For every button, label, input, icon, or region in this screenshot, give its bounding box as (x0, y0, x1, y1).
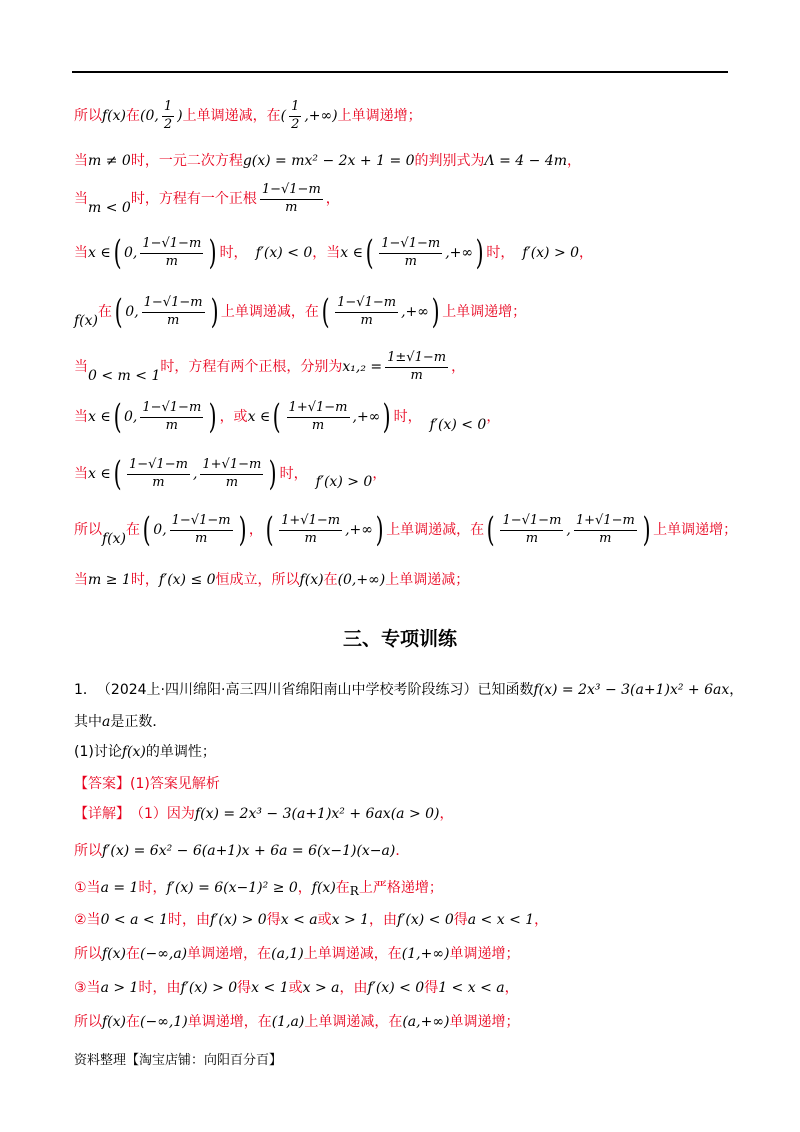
text: 得 (237, 980, 252, 996)
math: f′(x) ≤ 0 (158, 572, 216, 588)
math: a = 1 (100, 879, 139, 896)
left-paren: ( (114, 292, 123, 333)
text: 单调递增； (449, 1014, 520, 1030)
text: ，或 (219, 408, 248, 425)
text: 当 (74, 244, 88, 261)
text: 单调递增，在 (187, 1014, 272, 1030)
text: ， (534, 912, 549, 928)
text: 时， (138, 879, 167, 896)
math: f(x) (102, 946, 127, 962)
denominator: m (225, 474, 239, 490)
right-paren: ) (375, 510, 384, 551)
text: 或 (317, 912, 332, 928)
text: ， (248, 522, 263, 538)
math: (1,+∞) (401, 946, 450, 962)
text: 单调递增，在 (187, 946, 272, 962)
text: 所以 (74, 843, 102, 859)
numerator: 1 (162, 100, 174, 117)
text: 时， (219, 244, 248, 261)
math: x > a (302, 980, 340, 996)
text: 在 (98, 304, 113, 320)
fraction (289, 100, 301, 133)
question-1 (74, 744, 740, 761)
footer-source: 资料整理【淘宝店铺：向阳百分百】 (74, 1053, 283, 1068)
detail-line-2 (74, 843, 740, 860)
fraction (142, 296, 205, 329)
case-2-result (74, 946, 740, 963)
math: 0 < a < 1 (100, 912, 168, 928)
math: f(x) (102, 108, 127, 125)
text: 单调递增； (449, 946, 520, 962)
math: x ∈ (340, 244, 363, 261)
text: 当 (74, 359, 88, 375)
math: x < 1 (251, 980, 289, 996)
fraction (260, 183, 323, 216)
math: (a,1) (271, 946, 304, 962)
math: f(x) (102, 531, 127, 547)
text: 时， (130, 572, 159, 588)
denominator: m (525, 530, 539, 546)
fraction (162, 100, 174, 133)
text: 当 (74, 191, 88, 207)
numerator: 1−√1−m (335, 296, 398, 313)
numerator: 1−√1−m (142, 296, 205, 313)
numerator: 1−√1−m (127, 458, 190, 475)
denominator: m (166, 312, 180, 328)
fraction (140, 401, 203, 434)
denominator: m (404, 253, 417, 269)
math: f(x) (121, 744, 146, 760)
text: 上单调递增； (653, 522, 738, 538)
text: 时，方程有一个正根 (130, 191, 257, 207)
fraction (200, 458, 263, 491)
denominator: 2 (291, 116, 300, 132)
left-paren: ( (142, 510, 151, 551)
problem-source: （2024上·四川绵阳·高三四川省绵阳南山中学校考阶段练习）已知函数 (96, 682, 534, 698)
solution-line-3 (74, 182, 740, 217)
solution-line-5: f(x) 在 ( 0, $\frac{1-√1-m}{m}$ ) 上单调递减，在 ( $\frac{1-√1-m}{m}$ ,+∞ ) 上单调递增； (74, 292, 527, 333)
fraction (140, 237, 203, 270)
right-paren: ) (210, 292, 219, 333)
solution-line-6 (74, 350, 740, 385)
math: , (566, 522, 571, 538)
math: m ≠ 0 (88, 153, 131, 169)
text: 的判别式为 (414, 153, 485, 169)
denominator: m (410, 367, 423, 383)
text: 时， (486, 244, 515, 261)
math: ) (177, 108, 183, 125)
text: 的单调性； (145, 744, 216, 760)
math: x ∈ (247, 408, 271, 425)
text: (1)讨论 (74, 744, 122, 760)
problem-number: 1． (74, 682, 97, 698)
math: , (192, 465, 198, 482)
math: a (102, 714, 111, 730)
text: 所以 (74, 1014, 102, 1030)
text: 当 (74, 572, 88, 588)
math: m < 0 (88, 200, 131, 216)
math: (a,+∞) (402, 1014, 450, 1030)
text: ①当 (74, 879, 101, 896)
fraction (170, 514, 233, 547)
math: R (349, 884, 359, 898)
math: f(x) = 2x³ − 3(a+1)x² + 6ax (533, 682, 730, 698)
left-paren: ( (265, 510, 274, 551)
math: f′(x) < 0 (255, 244, 313, 261)
right-paren: ) (382, 397, 391, 437)
denominator: m (360, 312, 373, 328)
text: 在 (126, 522, 141, 538)
answer-line (74, 776, 740, 793)
text: 在 (126, 1014, 141, 1030)
problem-line-1 (74, 682, 744, 699)
text: 上单调递增； (442, 304, 527, 320)
fraction (287, 401, 350, 434)
math: ,+∞) (304, 108, 338, 125)
text: ， (372, 465, 387, 482)
denominator: m (304, 530, 317, 546)
numerator: 1 (289, 100, 301, 117)
text: 得 (453, 912, 468, 928)
math: x < a (280, 912, 318, 928)
case-3 (74, 980, 740, 997)
math: f′(x) > 0 (522, 244, 580, 261)
math: f(x) (311, 879, 336, 896)
right-paren: ) (238, 510, 247, 551)
text: 上单调递减，在 (304, 1014, 403, 1030)
solution-line-4: 当 x ∈ ( 0, $\frac{1-√1-m}{m}$ ) 时， f′(x) < 0 ，当 x ∈ ( $\frac{1-√1-m}{m}$ ,+∞ ) 时， f′(x) > 0 ， (74, 233, 594, 273)
math: f(x) = 2x³ − 3(a+1)x² + 6ax(a > 0) (194, 806, 440, 822)
text: 得 (266, 912, 281, 928)
fraction (385, 351, 448, 384)
left-paren: ( (365, 233, 374, 273)
text: 得 (424, 980, 439, 996)
left-paren: ( (113, 454, 122, 494)
math: f′(x) < 0 (397, 912, 454, 928)
text: 在 (126, 108, 141, 125)
text: ， (439, 806, 454, 822)
math: f(x) (74, 313, 99, 329)
math: f′(x) = 6x² − 6(a+1)x + 6a = 6(x−1)(x−a) (102, 843, 396, 859)
math: x > 1 (331, 912, 370, 928)
fraction (574, 514, 637, 547)
math: f′(x) > 0 (210, 912, 267, 928)
math: (−∞,1) (140, 1014, 188, 1030)
text: 上单调递减，在 (303, 946, 402, 962)
section-heading: 三、专项训练 (342, 628, 457, 650)
text: 在 (126, 946, 141, 962)
math: f′(x) < 0 (429, 416, 487, 433)
solution-line-1 (74, 100, 740, 133)
text: 上单调递减，在 (386, 522, 485, 538)
denominator: m (599, 530, 612, 546)
math: f(x) (102, 1014, 127, 1030)
text: 在 (323, 572, 338, 588)
numerator: 1±√1−m (385, 351, 448, 368)
text: 时， (393, 408, 422, 425)
math: f(x) (299, 572, 324, 588)
text: 时，由 (168, 912, 210, 928)
math: ( (280, 108, 287, 125)
denominator: m (194, 530, 208, 546)
text: ． (395, 843, 410, 859)
text: 所以 (74, 946, 102, 962)
fraction (127, 458, 190, 491)
left-paren: ( (113, 397, 122, 437)
text: 时，由 (138, 980, 181, 996)
detail-label: 【详解】 (74, 806, 130, 822)
right-paren: ) (475, 233, 484, 273)
solution-line-2 (74, 153, 740, 170)
text: （1）因为 (130, 806, 195, 822)
text: ， (451, 359, 466, 375)
numerator: 1−√1−m (500, 514, 563, 531)
text: 上单调递增； (337, 108, 422, 125)
text: 在 (335, 879, 350, 896)
numerator: 1−√1−m (170, 514, 233, 531)
denominator: m (165, 417, 178, 433)
numerator: 1−√1−m (140, 237, 203, 254)
text: 恒成立，所以 (215, 572, 300, 588)
text: 当 (74, 153, 88, 169)
right-paren: ) (642, 510, 651, 551)
text: ②当 (74, 912, 101, 928)
denominator: m (165, 253, 178, 269)
text: ，由 (339, 980, 368, 996)
left-paren: ( (272, 397, 281, 437)
numerator: 1−√1−m (260, 183, 323, 200)
numerator: 1+√1−m (200, 458, 263, 475)
text: 或 (288, 980, 303, 996)
text: ， (729, 682, 744, 698)
text: 时，方程有两个正根，分别为 (160, 359, 343, 375)
text: 所以 (74, 108, 102, 125)
text: ， (504, 980, 519, 996)
math: a > 1 (100, 980, 139, 996)
math: 0 < m < 1 (88, 368, 161, 384)
left-paren: ( (321, 292, 330, 333)
answer-label: 【答案】(1)答案见解析 (74, 776, 220, 792)
case-3-result (74, 1014, 740, 1031)
solution-line-10 (74, 572, 740, 589)
case-2 (74, 912, 740, 929)
text: 上严格递增； (358, 879, 443, 896)
numerator: 1+√1−m (574, 514, 637, 531)
fraction (500, 514, 563, 547)
math: (0, (140, 108, 159, 125)
solution-line-9: 所以 f(x) 在 ( 0, $\frac{1-√1-m}{m}$ ) ， ( $\frac{1+√1-m}{m}$ ,+∞ ) 上单调递减，在 ( $\frac{1-√1-m}{m}$ , $\frac{1+√1-m}{m}$ ) 上单调递增； (74, 510, 738, 551)
text: ，由 (369, 912, 398, 928)
math: x ∈ (88, 408, 111, 425)
text: 其中 (74, 714, 102, 730)
text: ， (567, 153, 582, 169)
denominator: m (311, 417, 325, 433)
text: 上单调递减，在 (182, 108, 281, 125)
math: a < x < 1 (467, 912, 535, 928)
math: f′(x) > 0 (315, 473, 373, 490)
numerator: 1+√1−m (287, 401, 350, 418)
text: 是正数． (110, 714, 167, 730)
text: 当 (74, 465, 88, 482)
text: 时，一元二次方程 (130, 153, 243, 169)
text: ， (579, 244, 594, 261)
denominator: 2 (163, 116, 173, 132)
right-paren: ) (431, 292, 440, 333)
math: 1 < x < a (438, 980, 505, 996)
text: 当 (74, 408, 88, 425)
math: f′(x) = 6(x−1)² ≥ 0 (166, 879, 298, 896)
math: Λ = 4 − 4m (484, 153, 568, 169)
math: (1,a) (271, 1014, 305, 1030)
text: ， (486, 408, 501, 425)
fraction (279, 514, 342, 547)
math: (−∞,a) (140, 946, 188, 962)
math: f′(x) > 0 (180, 980, 238, 996)
numerator: 1+√1−m (279, 514, 342, 531)
text: ， (325, 191, 340, 207)
text: 所以 (74, 522, 102, 538)
solution-line-7: 当 x ∈ ( 0, $\frac{1-√1-m}{m}$ ) ，或 x ∈ ( $\frac{1+√1-m}{m}$ ,+∞ ) 时， f′(x) < 0 ， (74, 397, 501, 437)
numerator: 1−√1−m (140, 401, 203, 418)
solution-line-8: 当 x ∈ ( $\frac{1-√1-m}{m}$ , $\frac{1+√1-m}{m}$ ) 时， f′(x) > 0 ， (74, 454, 387, 494)
detail-line-1 (74, 806, 740, 823)
fraction (335, 296, 398, 329)
math: g(x) = mx² − 2x + 1 = 0 (242, 153, 415, 169)
header-rule (72, 71, 728, 73)
text: 上单调递减； (385, 572, 470, 588)
case-1 (74, 878, 740, 898)
problem-line-2 (74, 714, 740, 731)
left-paren: ( (113, 233, 122, 273)
text: ③当 (74, 980, 101, 996)
text: 上单调递减，在 (220, 304, 319, 320)
right-paren: ) (208, 233, 217, 273)
fraction (379, 237, 442, 270)
math: x₁,₂ = (342, 359, 383, 375)
right-paren: ) (268, 454, 277, 494)
math: x ∈ (88, 244, 111, 261)
right-paren: ) (208, 397, 217, 437)
math: (0,+∞) (337, 572, 386, 588)
denominator: m (285, 199, 298, 215)
math: m ≥ 1 (88, 572, 131, 588)
text: 时， (279, 465, 308, 482)
text: ，当 (312, 244, 341, 261)
math: f′(x) < 0 (367, 980, 425, 996)
numerator: 1−√1−m (379, 237, 442, 254)
text: ， (297, 879, 312, 896)
denominator: m (152, 474, 165, 490)
left-paren: ( (486, 510, 495, 551)
